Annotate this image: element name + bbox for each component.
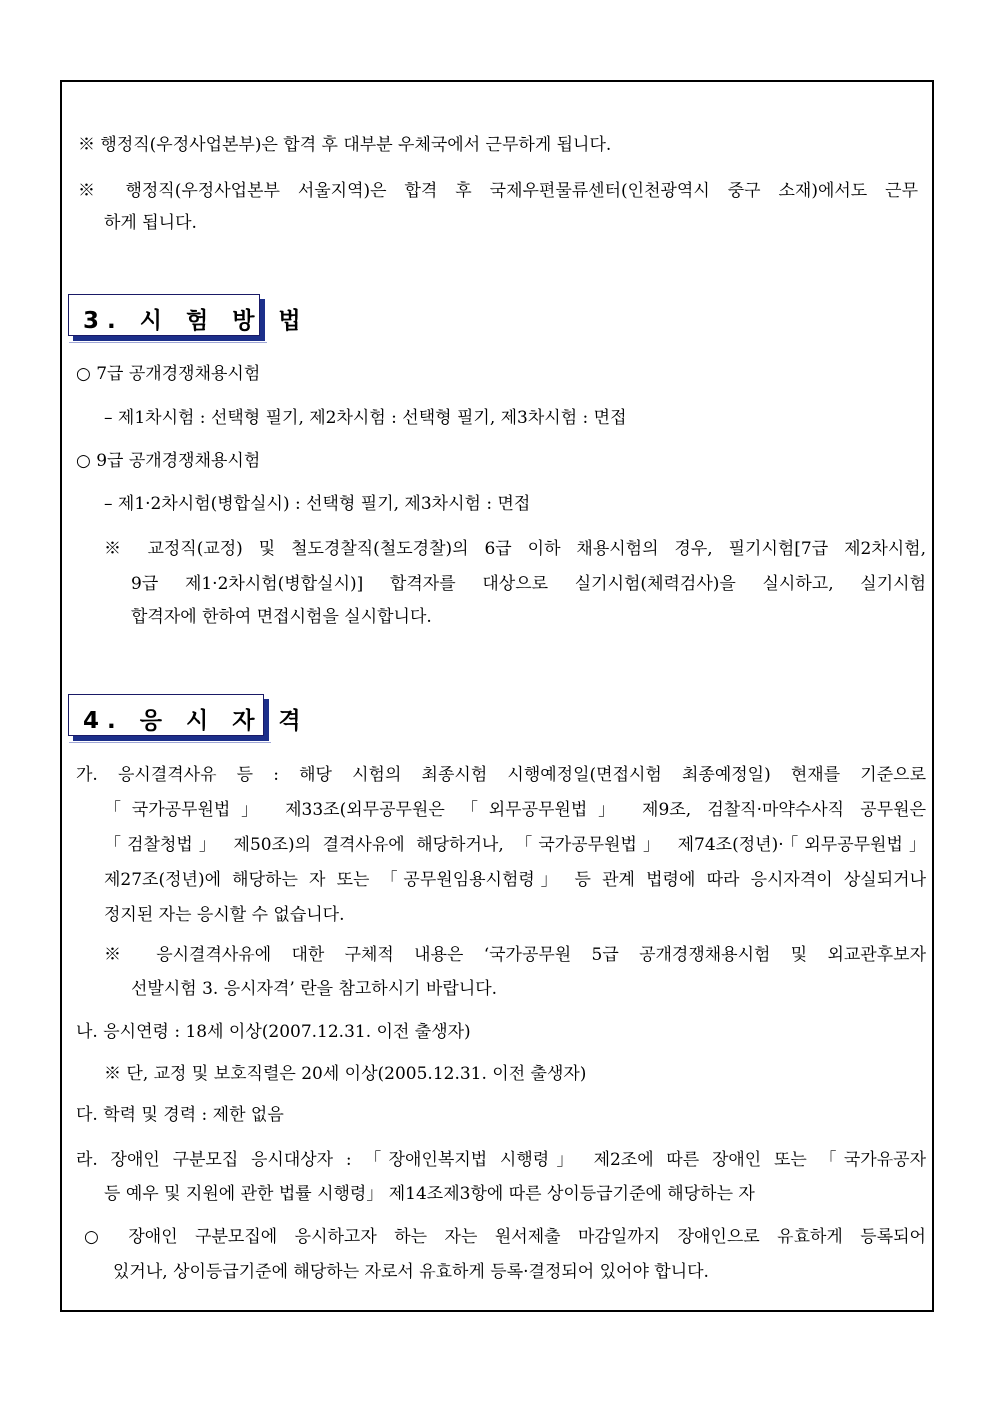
s4-ga-line1: 가. 응시결격사유 등 : 해당 시험의 최종시험 시행예정일(면접시험 최종예정일) 현재를 기준으로 <box>76 765 927 785</box>
s3-9grade-detail: – 제1·2차시험(병합실시) : 선택형 필기, 제3차시험 : 면접 <box>104 494 531 514</box>
s3-item-9grade: ○ 9급 공개경쟁채용시험 <box>76 451 261 471</box>
s4-disabled-line1: ○ 장애인 구분모집에 응시하고자 하는 자는 원서제출 마감일까지 장애인으로 유효하게 등록되어 <box>84 1227 926 1247</box>
s3-note-line2: 9급 제1·2차시험(병합실시)] 합격자를 대상으로 실기시험(체력검사)을 실시하고, 실기시험 <box>131 574 926 594</box>
note-seoul-region: ※ 행정직(우정사업본부 서울지역)은 합격 후 국제우편물류센터(인천광역시 중구 소재)에서도 근무 <box>78 181 918 201</box>
s3-7grade-detail: – 제1차시험 : 선택형 필기, 제2차시험 : 선택형 필기, 제3차시험 : 면접 <box>104 408 627 428</box>
s3-note-line3: 합격자에 한하여 면접시험을 실시합니다. <box>131 607 432 627</box>
s4-ga-line3: 「검찰청법」 제50조)의 결격사유에 해당하거나, 「국가공무원법」 제74조(정년)·「외무공무원법」 <box>104 835 926 855</box>
s4-ra-line1: 라. 장애인 구분모집 응시대상자 : 「장애인복지법 시행령」 제2조에 따른 장애인 또는 「국가유공자 <box>76 1150 926 1170</box>
s4-ga-line4: 제27조(정년)에 해당하는 자 또는 「공무원임용시험령」 등 관계 법령에 따라 응시자격이 상실되거나 <box>104 870 926 890</box>
s4-ga-line2: 「국가공무원법」 제33조(외무공무원은 「외무공무원법」 제9조, 검찰직·마약수사직 공무원은 <box>104 800 926 820</box>
s4-ga-note-line1: ※ 응시결격사유에 대한 구체적 내용은 ‘국가공무원 5급 공개경쟁채용시험 및 외교관후보자 <box>104 945 926 965</box>
section-3-underline <box>69 342 267 343</box>
s4-ga-line5: 정지된 자는 응시할 수 없습니다. <box>104 905 345 925</box>
s4-disabled-line2: 있거나, 상이등급기준에 해당하는 자로서 유효하게 등록·결정되어 있어야 합니다. <box>113 1262 709 1282</box>
s3-item-7grade: ○ 7급 공개경쟁채용시험 <box>76 364 261 384</box>
s4-na-note: ※ 단, 교정 및 보호직렬은 20세 이상(2005.12.31. 이전 출생자) <box>104 1064 587 1084</box>
s4-na-age: 나. 응시연령 : 18세 이상(2007.12.31. 이전 출생자) <box>76 1022 471 1042</box>
section-4-title: 4. 응 시 자 격 <box>83 708 309 734</box>
section-4-heading-box <box>68 694 309 736</box>
section-4-underline <box>69 742 271 743</box>
section-3-title: 3. 시 험 방 법 <box>83 308 309 334</box>
s4-da-education: 다. 학력 및 경력 : 제한 없음 <box>76 1105 284 1125</box>
note-post-office: ※ 행정직(우정사업본부)은 합격 후 대부분 우체국에서 근무하게 됩니다. <box>78 135 612 155</box>
section-3-heading-box <box>68 294 309 336</box>
s3-note-line1: ※ 교정직(교정) 및 철도경찰직(철도경찰)의 6급 이하 채용시험의 경우, 필기시험[7급 제2차시험, <box>104 539 926 559</box>
note-seoul-region-cont: 하게 됩니다. <box>104 213 197 233</box>
s4-ga-note-line2: 선발시험 3. 응시자격’ 란을 참고하시기 바랍니다. <box>131 979 498 999</box>
s4-ra-line2: 등 예우 및 지원에 관한 법률 시행령」 제14조제3항에 따른 상이등급기준에 해당하는 자 <box>104 1184 755 1204</box>
